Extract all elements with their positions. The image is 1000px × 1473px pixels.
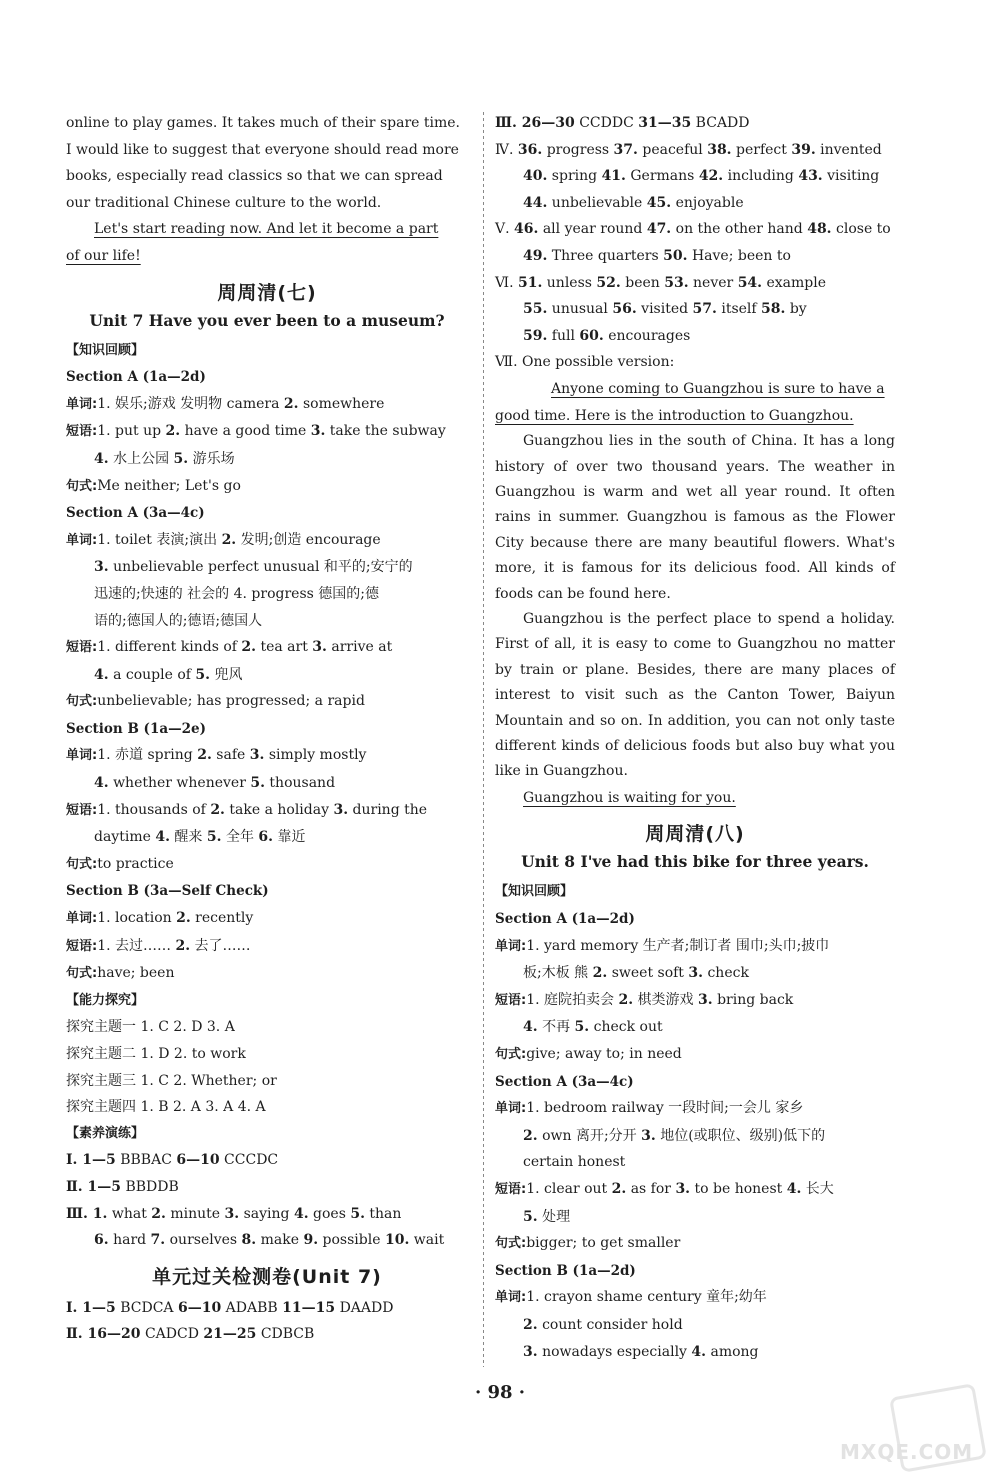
answer-num: 40. [523,168,548,185]
section-label: Section A (3a—4c) [495,1073,634,1090]
answer-num: 11—15 [282,1299,336,1316]
answer-line [495,243,895,270]
answer-num: 2. [618,991,634,1008]
answer-text: Ⅴ. [495,221,515,238]
essay-continuation [66,110,468,270]
answer-text: never [688,274,738,291]
answer-num: 41. [601,168,626,185]
unit-title: Unit 7 Have you ever been to a museum? [89,310,445,330]
answer-num: 55. [523,301,548,318]
line-label: 单词: [66,748,98,764]
answer-line [66,391,468,419]
answer-text: make [256,1232,304,1249]
answer-text: to practice [97,855,174,872]
answer-text: 1. 娱乐;游戏 发明物 camera [97,395,284,412]
answer-text: 兜风 [210,666,243,683]
answer-text: 处理 [537,1208,571,1225]
answer-text: encourages [603,327,691,344]
answer-text: all year round [538,221,647,238]
answer-line [495,1176,895,1204]
answer-text: been [620,274,665,291]
answer-line [495,110,895,137]
line-label: 句式: [66,966,98,982]
answer-text: CDBCB [256,1326,315,1343]
block-label: 【能力探究】 [66,992,145,1008]
answer-num: Ⅲ. 26—30 [495,115,575,131]
answer-num: 5. [195,666,211,683]
answer-num: 47. [646,221,672,238]
answer-line [66,1321,468,1348]
answer-text: unbelievable perfect unusual 和平的;安宁的 [108,559,413,576]
answer-text: BCADD [691,115,750,131]
answer-num: 4. [786,1180,802,1197]
answer-line [66,527,468,555]
answer-num: 4. [155,829,170,846]
answer-text: BCDCA [115,1299,178,1316]
essay-paragraph: Guangzhou is the perfect place to spend a holiday. First of all, it is easy to come to Guangzhou no matter by train or plane. Besides, there are many places of interest to visit such as the Canton Tower, Baiyun Mountain and so on. In addition, you can not only taste different kinds of delicious foods but also buy what you like in Guangzhou. [495,610,895,780]
answer-text: 全年 [221,829,259,846]
line-label: 短语: [495,1181,527,1197]
answer-text: recently [190,910,254,927]
answer-num: 53. [664,274,689,291]
line-label: 句式: [66,856,98,872]
answer-text: take a holiday [224,801,334,818]
answer-line [495,137,895,164]
answer-text: 1. toilet 表演;演出 [97,531,222,548]
answer-num: 2. [176,910,191,927]
answer-text: ADABB [221,1299,283,1316]
answer-text: example [762,274,827,291]
section-label: Section A (1a—2d) [66,369,206,386]
answer-text: hard [108,1232,151,1249]
answer-text: 不再 [537,1019,575,1036]
answer-num: 3. [675,1180,691,1197]
answer-text: count consider hold [537,1316,683,1333]
answer-text: invented [815,141,882,158]
answer-num: 10. [384,1232,410,1249]
answer-num: 4. [691,1343,707,1360]
answer-line: 迅速的;快速的 社会的 4. progress 德国的;德 [94,585,379,602]
answer-line [66,418,468,446]
block-label: 【知识回顾】 [495,884,574,900]
answer-text: own 离开;分开 [537,1127,642,1144]
line-label: 短语: [66,640,98,656]
answer-num: 4. [94,666,109,683]
answer-line [495,190,895,217]
answer-num: 43. [798,168,823,185]
answer-line [495,933,895,961]
answer-text: 1. put up [97,423,166,440]
essay-closing: of our life! [66,247,141,264]
answer-num: 54. [737,274,763,291]
section-label: Section B (3a—Self Check) [66,883,269,900]
answer-num: 2. [151,1205,166,1222]
answer-num: 6. [258,829,274,846]
answer-line [66,1147,468,1174]
answer-num: 5. [350,1205,365,1222]
answer-text: 游乐场 [188,450,235,467]
answer-text: nowadays especially [537,1343,692,1360]
line-label: 短语: [66,938,98,954]
answer-num: 31—35 [638,115,692,131]
answer-text: 1. 赤道 spring [97,747,198,764]
answer-text: bring back [712,991,794,1008]
answer-num: 6. [94,1232,109,1249]
answer-text: 去了…… [190,937,251,954]
line-label: 单词: [66,532,98,548]
answer-text: Me neither; Let's go [97,477,241,494]
answer-text: 地位(或职位、级别)低下的 [655,1127,826,1144]
answer-line [495,1230,895,1258]
topic-line: 探究主题二 1. D 2. to work [66,1046,246,1062]
answer-text: unusual [547,301,613,318]
column-divider [483,112,484,1367]
answer-num: 8. [241,1232,257,1249]
answer-num: 52. [596,274,621,291]
answer-text: 板;木板 熊 [523,965,593,982]
answer-text: have a good time [180,423,311,440]
answer-line [66,473,468,501]
answer-line [66,960,468,988]
answer-text: visited [636,301,693,318]
answer-text: to be honest [690,1180,787,1197]
answer-num: Ⅰ. 1—5 [66,1299,116,1316]
answer-line [495,1041,895,1069]
answer-line [495,296,895,323]
answer-text: CCCDC [219,1152,279,1169]
answer-text: Ⅵ. [495,274,518,291]
answer-text: 1. 去过…… [97,937,176,954]
answer-num: 2. [523,1127,538,1144]
answer-line [495,1312,895,1339]
answer-text: goes [308,1205,351,1222]
answer-text: 1. thousands of [97,801,211,818]
line-label: 单词: [66,396,98,412]
answer-num: Ⅲ. [66,1205,93,1222]
answer-line [66,797,468,825]
answer-num: 5. [250,775,265,792]
answer-num: 3. [641,1127,656,1144]
answer-line [495,1014,895,1041]
answer-line [495,216,895,243]
answer-num: 6—10 [178,1299,222,1316]
answer-num: 2. [221,531,237,548]
answer-num: 46. [514,221,539,238]
answer-line [495,1204,895,1231]
right-column [495,110,895,1365]
answer-num: 57. [692,301,717,318]
answer-text: on the other hand [671,221,808,238]
answer-text: enjoyable [671,194,744,211]
answer-num: 5. [206,829,222,846]
answer-text: among [706,1343,759,1360]
answer-text: including [723,168,799,185]
answer-num: 4. [94,775,109,792]
answer-num: Ⅱ. 1—5 [66,1178,122,1195]
answer-num: 2. [523,1316,538,1333]
answer-text: check out [589,1019,663,1036]
answer-text: 1. location [97,910,177,927]
block-label: 【知识回顾】 [66,342,145,358]
answer-num: 5. [523,1208,538,1225]
answer-line [66,688,468,716]
answer-num: 4. [94,450,109,467]
answer-line [66,1227,468,1254]
answer-text: have; been [97,965,175,982]
answer-num: 56. [612,301,637,318]
answer-text: peaceful [637,141,708,158]
answer-line [66,905,468,933]
answer-num: 36. [517,141,543,158]
answer-text: unbelievable [547,194,647,211]
answer-text: CCDDC [574,115,639,131]
answer-num: 3. [688,965,704,982]
section-label: Section B (1a—2d) [495,1262,636,1279]
left-column [66,110,468,1348]
answer-text: 醒来 [169,829,207,846]
topic-line: 探究主题四 1. B 2. A 3. A 4. A [66,1099,266,1116]
answer-num: 3. [333,801,349,818]
answer-text: bigger; to get smaller [526,1235,681,1252]
answer-line [66,446,468,473]
answer-text: a couple of [108,666,196,683]
line-label: 句式: [495,1046,527,1062]
essay-line: I would like to suggest that everyone should read more [66,141,459,158]
answer-text: 棋类游戏 [633,991,698,1008]
answer-num: 2. [210,801,225,818]
answer-text: somewhere [298,395,385,412]
answer-text: whether whenever [108,775,251,792]
answer-line [66,770,468,797]
answer-text: close to [831,221,891,238]
answer-text: spring [547,168,602,185]
answer-text: visiting [822,168,880,185]
answer-num: 2. [197,747,212,764]
answer-num: 2. [165,423,181,440]
answer-text: 1. bedroom railway 一段时间;一会儿 家乡 [526,1100,804,1117]
answer-num: 58. [761,301,786,318]
line-label: 短语: [66,802,98,818]
answer-num: Ⅰ. 1—5 [66,1152,116,1169]
section-label: Section A (1a—2d) [495,911,635,927]
answer-num: 38. [707,141,732,158]
answer-line: 语的;德国人的;德语;德国人 [94,612,263,629]
answer-num: 48. [807,221,832,238]
section-heading: 周周清(八) [645,823,745,846]
answer-line [66,933,468,961]
answer-text: Have; been to [687,247,791,264]
answer-line: certain honest [523,1154,626,1171]
answer-line [66,662,468,689]
answer-line [495,960,895,987]
answer-num: 2. [241,639,257,656]
answer-num: 4. [293,1205,309,1222]
answer-text: 1. clear out [526,1180,612,1197]
answer-text: arrive at [326,639,393,656]
answer-text: Ⅳ. [495,141,518,158]
test-heading: 单元过关检测卷(Unit 7) [152,1265,382,1288]
answer-text: Three quarters [547,247,664,264]
answer-text: 1. 庭院拍卖会 [526,991,619,1008]
answer-text: minute [165,1205,225,1222]
answer-num: 6—10 [176,1152,220,1169]
answer-num: 2. [611,1180,627,1197]
line-label: 单词: [495,938,527,954]
answer-text: Germans [625,168,699,185]
answer-num: 44. [523,194,548,211]
answer-line [66,1174,468,1201]
answer-num: 3. [94,559,109,576]
answer-text: sweet soft [607,965,689,982]
answer-line [495,270,895,297]
answer-text: unless [542,274,597,291]
answer-text: 水上公园 [108,450,174,467]
answer-text: what [107,1205,152,1222]
unit-title: Unit 8 I've had this bike for three years. [521,852,869,872]
page-number: · 98 · [474,1382,526,1403]
answer-num: 7. [150,1232,166,1249]
answer-text: tea art [256,639,313,656]
answer-num: 21—25 [203,1326,257,1343]
answer-line [66,742,468,770]
answer-num: 60. [579,327,604,344]
line-label: 单词: [66,911,98,927]
answer-line [495,1339,895,1366]
answer-num: 2. [175,937,191,954]
answer-num: 5. [173,450,189,467]
answer-line [495,163,895,190]
line-label: 句式: [495,1236,527,1252]
answer-text: BBBAC [115,1152,177,1169]
answer-line [495,1123,895,1150]
answer-text: during the [348,801,428,818]
answer-line [495,1284,895,1312]
answer-line [66,851,468,879]
answer-text: wait [409,1232,445,1249]
answer-text: progress [542,141,614,158]
line-label: 短语: [66,424,98,440]
topic-line: 探究主题三 1. C 2. Whether; or [66,1072,277,1089]
answer-line [66,1295,468,1322]
answer-line [66,1201,468,1228]
answer-text: take the subway [325,423,446,440]
answer-num: 42. [698,168,724,185]
answer-text: itself [716,301,762,318]
answer-line [66,824,468,851]
answer-text: safe [211,747,250,764]
answer-text: 1. crayon shame century 童年;幼年 [526,1289,767,1306]
answer-num: 3. [310,423,326,440]
section-label: Section B (1a—2e) [66,720,206,737]
answer-num: 39. [791,141,816,158]
answer-text: unbelievable; has progressed; a rapid [97,693,365,710]
answer-text: perfect [731,141,792,158]
section-label: Section A (3a—4c) [66,505,205,522]
answer-num: 45. [646,194,672,211]
answer-num: 5. [574,1019,590,1036]
essay-ending: Guangzhou is waiting for you. [523,789,736,806]
answer-text: BBDDB [121,1178,179,1195]
answer-text: by [785,301,807,318]
answer-num: Ⅱ. 16—20 [66,1326,141,1343]
answer-num: 2. [592,965,608,982]
essay-opening: Anyone coming to Guangzhou is sure to have a [551,380,885,397]
sample-essay [495,376,895,811]
answer-num: 3. [523,1343,538,1360]
answer-text: thousand [264,775,336,792]
answer-num: 59. [523,327,548,344]
answer-text: DAADD [335,1299,394,1316]
line-label: 短语: [495,992,527,1008]
section-heading: 周周清(七) [217,281,317,304]
answer-text: as for [626,1180,676,1197]
answer-text: daytime [94,829,156,846]
answer-num: 4. [523,1019,538,1036]
answer-text: 靠近 [273,829,306,846]
answer-text: than [364,1205,402,1222]
answer-text: ourselves [165,1232,242,1249]
topic-line: 探究主题一 1. C 2. D 3. A [66,1019,235,1036]
answer-line [66,634,468,662]
essay-closing: Let's start reading now. And let it become a part [94,221,439,238]
answer-text: check [703,965,749,982]
essay-opening: good time. Here is the introduction to Guangzhou. [495,407,854,424]
answer-num: 1. [92,1205,108,1222]
answer-text: simply mostly [264,747,367,764]
watermark-url: MXQE.COM [840,1440,974,1464]
answer-num: 2. [283,395,299,412]
essay-paragraph: Guangzhou lies in the south of China. It has a long history of over two thousand years. The weather in Guangzhou is warm and wet all year round. It often rains in summer. Guangzhou is famous as the Flower City because there are many beautiful flowers. What's more, it is famous for its delicious food. All kinds of foods can be found here. [495,433,895,602]
writing-label: Ⅶ. One possible version: [495,354,675,371]
answer-num: 49. [523,247,548,264]
answer-text: 发明;创造 encourage [236,531,381,548]
answer-line [66,554,468,581]
answer-num: 51. [517,274,543,291]
answer-num: 3. [312,639,327,656]
answer-num: 3. [224,1205,240,1222]
answer-text: 1. different kinds of [97,639,242,656]
block-label: 【素养演练】 [66,1125,145,1141]
answer-num: 3. [698,991,713,1008]
answer-text: CADCD [140,1326,204,1343]
answer-line [495,1095,895,1123]
answer-text: give; away to; in need [526,1045,682,1062]
essay-line: online to play games. It takes much of their spare time. [66,115,460,131]
answer-num: 37. [613,141,638,158]
essay-line: books, especially read classics so that we can spread [66,168,443,185]
answer-text: 长大 [801,1180,834,1197]
answer-text: possible [318,1232,385,1249]
answer-line [495,323,895,350]
answer-text: 1. yard memory 生产者;制订者 围巾;头巾;披巾 [526,937,830,954]
answer-text: full [547,327,580,344]
answer-num: 50. [663,247,688,264]
essay-line: our traditional Chinese culture to the world. [66,194,382,211]
line-label: 单词: [495,1290,527,1306]
line-label: 句式: [66,694,98,710]
answer-num: 3. [249,747,265,764]
answer-line [495,987,895,1015]
line-label: 单词: [495,1101,527,1117]
answer-num: 9. [303,1232,319,1249]
answer-text: saying [239,1205,294,1222]
line-label: 句式: [66,478,98,494]
